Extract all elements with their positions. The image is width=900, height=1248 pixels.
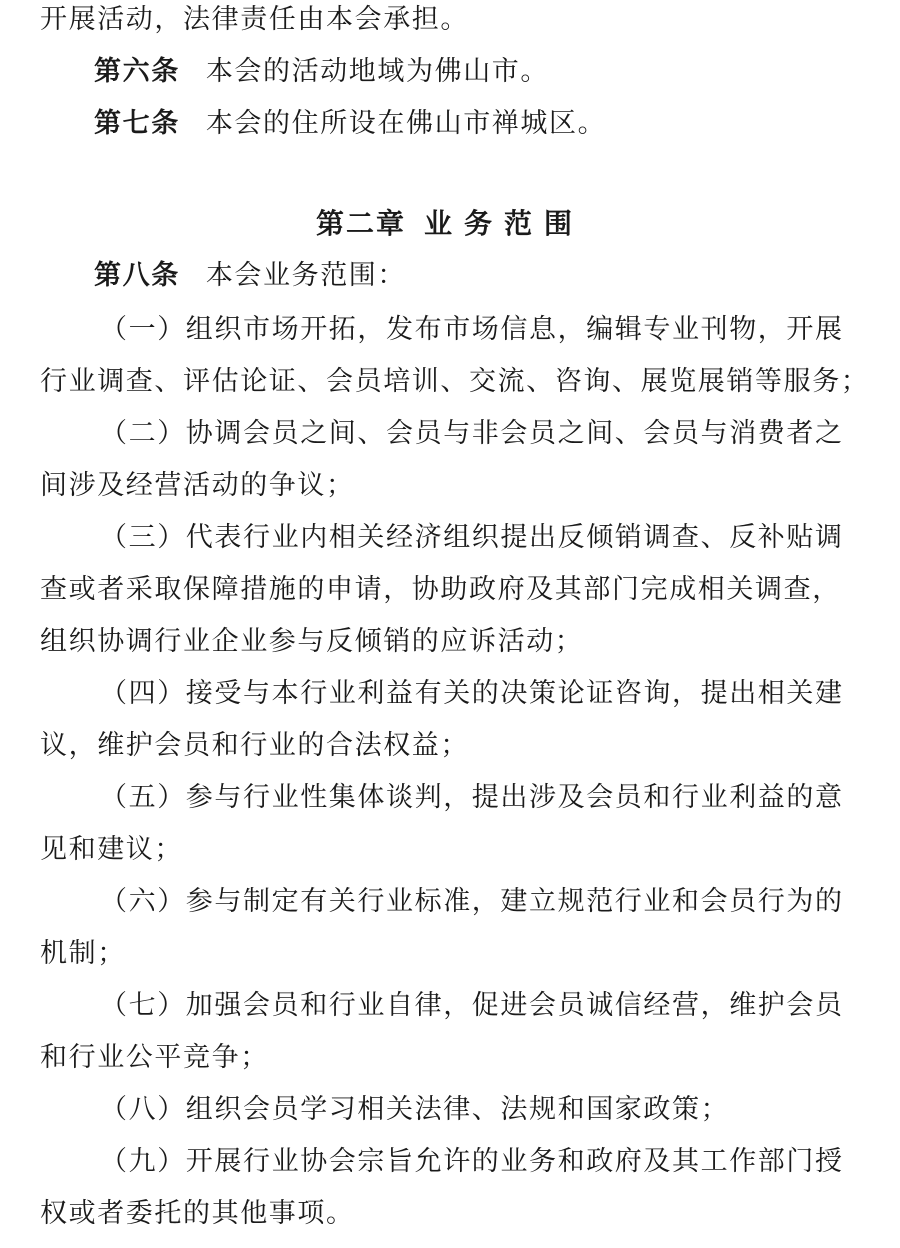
article-8-heading: 第八条	[94, 260, 180, 291]
list-item-line: 查或者采取保障措施的申请，协助政府及其部门完成相关调查，	[40, 574, 841, 605]
article-8-body: 本会业务范围：	[205, 260, 407, 291]
list-item-line: （六）参与制定有关行业标准，建立规范行业和会员行为的	[100, 886, 844, 917]
list-item-line: 见和建议；	[40, 834, 183, 865]
article-6-heading: 第六条	[94, 56, 180, 87]
list-item-line: （五）参与行业性集体谈判，提出涉及会员和行业利益的意	[100, 782, 844, 813]
list-item-line: 权或者委托的其他事项。	[40, 1198, 355, 1229]
chapter-title: 业务范围	[424, 207, 585, 240]
list-item-line: 组织协调行业企业参与反倾销的应诉活动；	[40, 626, 584, 657]
list-item-line: 和行业公平竞争；	[40, 1042, 269, 1073]
article-7-body: 本会的住所设在佛山市禅城区。	[205, 108, 607, 139]
list-item-line: 间涉及经营活动的争议；	[40, 470, 355, 501]
list-item-line: （九）开展行业协会宗旨允许的业务和政府及其工作部门授	[100, 1146, 844, 1177]
list-item-line: 机制；	[40, 938, 126, 969]
article-7	[94, 104, 900, 144]
text-line-continuation: 开展活动，法律责任由本会承担。	[40, 4, 469, 35]
list-item-line: （一）组织市场开拓，发布市场信息，编辑专业刊物，开展	[100, 314, 844, 345]
list-item-line: （四）接受与本行业利益有关的决策论证咨询，提出相关建	[100, 678, 844, 709]
article-6-body: 本会的活动地域为佛山市。	[205, 56, 550, 87]
article-8	[94, 256, 900, 296]
list-item-line: （二）协调会员之间、会员与非会员之间、会员与消费者之	[100, 418, 844, 449]
chapter-number: 第二章	[315, 207, 406, 240]
list-item-line: 议，维护会员和行业的合法权益；	[40, 730, 469, 761]
article-7-heading: 第七条	[94, 108, 180, 139]
chapter-heading	[0, 204, 900, 244]
list-item-line: （七）加强会员和行业自律，促进会员诚信经营，维护会员	[100, 990, 844, 1021]
article-6	[94, 52, 900, 92]
list-item-line: （三）代表行业内相关经济组织提出反倾销调查、反补贴调	[100, 522, 844, 553]
list-item-line: 行业调查、评估论证、会员培训、交流、咨询、展览展销等服务；	[40, 366, 870, 397]
list-item-line: （八）组织会员学习相关法律、法规和国家政策；	[100, 1094, 730, 1125]
